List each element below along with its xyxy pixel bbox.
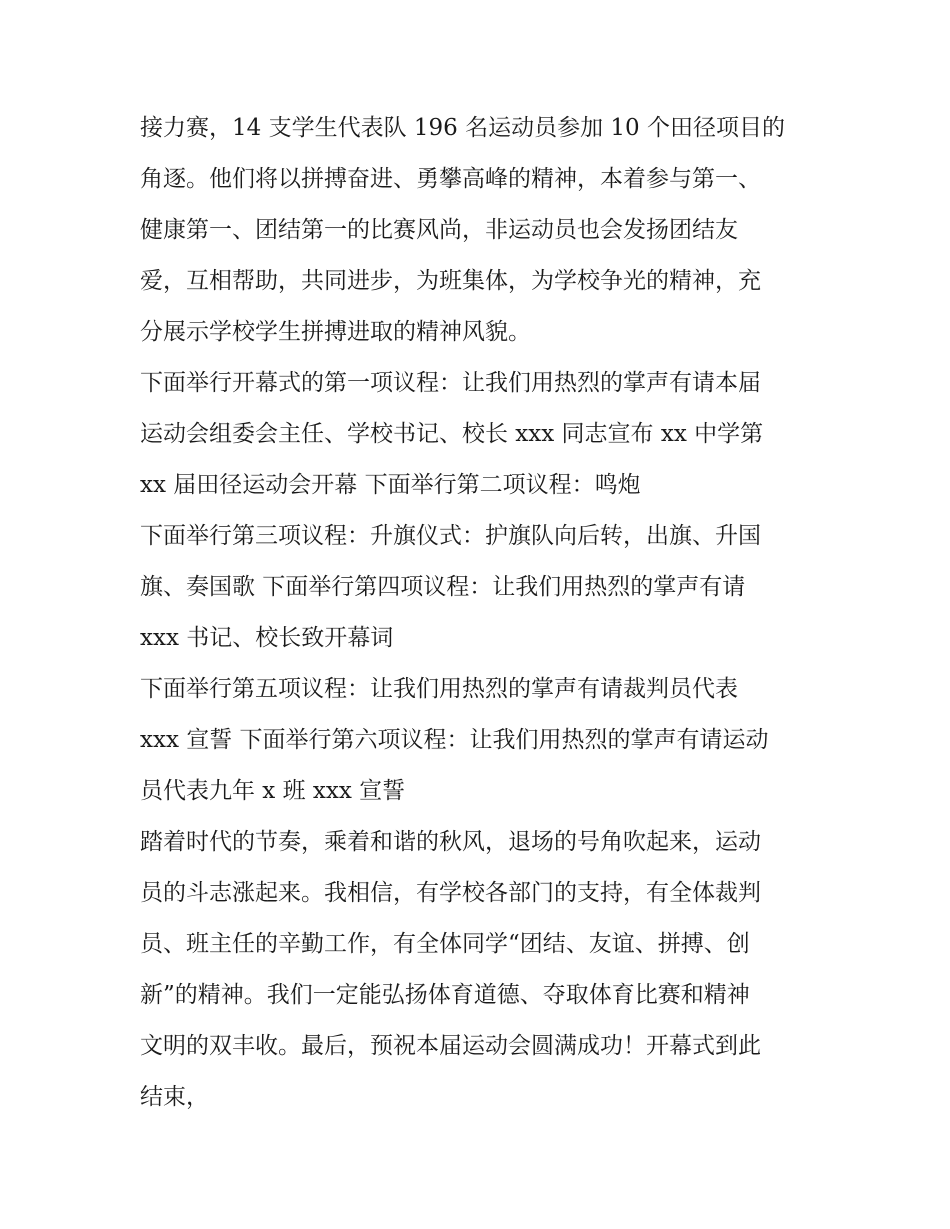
text-line: xxx 书记、校长致开幕词 bbox=[140, 625, 394, 651]
text-line: 员代表九年 x 班 xxx 宣誓 bbox=[140, 778, 406, 804]
text-line: 旗、奏国歌 下面举行第四项议程：让我们用热烈的掌声有请 bbox=[140, 574, 746, 600]
text-line: 员的斗志涨起来。我相信，有学校各部门的支持，有全体裁判 bbox=[140, 880, 761, 906]
text-line: 运动会组委会主任、学校书记、校长 xxx 同志宣布 xx 中学第 bbox=[140, 421, 764, 447]
text-line: 爱，互相帮助，共同进步，为班集体，为学校争光的精神，充 bbox=[140, 268, 761, 294]
text-line: 分展示学校学生拼搏进取的精神风貌。 bbox=[140, 319, 531, 345]
text-line: 新”的精神。我们一定能弘扬体育道德、夺取体育比赛和精神 bbox=[140, 982, 750, 1008]
text-line: 角逐。他们将以拼搏奋进、勇攀高峰的精神，本着参与第一、 bbox=[140, 166, 761, 192]
text-line: 员、班主任的辛勤工作，有全体同学“团结、友谊、拼搏、创 bbox=[140, 931, 750, 957]
text-line: 健康第一、团结第一的比赛风尚，非运动员也会发扬团结友 bbox=[140, 217, 738, 243]
text-line: 下面举行开幕式的第一项议程：让我们用热烈的掌声有请本届 bbox=[140, 370, 761, 396]
text-line: 踏着时代的节奏，乘着和谐的秋风，退场的号角吹起来，运动 bbox=[140, 829, 761, 855]
text-line: 文明的双丰收。最后，预祝本届运动会圆满成功！开幕式到此 bbox=[140, 1033, 761, 1059]
text-line: 结束， bbox=[140, 1084, 209, 1110]
body-text bbox=[140, 103, 820, 1123]
text-line: xx 届田径运动会开幕 下面举行第二项议程：鸣炮 bbox=[140, 472, 641, 498]
text-line: xxx 宣誓 下面举行第六项议程：让我们用热烈的掌声有请运动 bbox=[140, 727, 769, 753]
text-line: 下面举行第三项议程：升旗仪式：护旗队向后转，出旗、升国 bbox=[140, 523, 761, 549]
text-line: 下面举行第五项议程：让我们用热烈的掌声有请裁判员代表 bbox=[140, 676, 738, 702]
text-line: 接力赛，14 支学生代表队 196 名运动员参加 10 个田径项目的 bbox=[140, 115, 785, 141]
